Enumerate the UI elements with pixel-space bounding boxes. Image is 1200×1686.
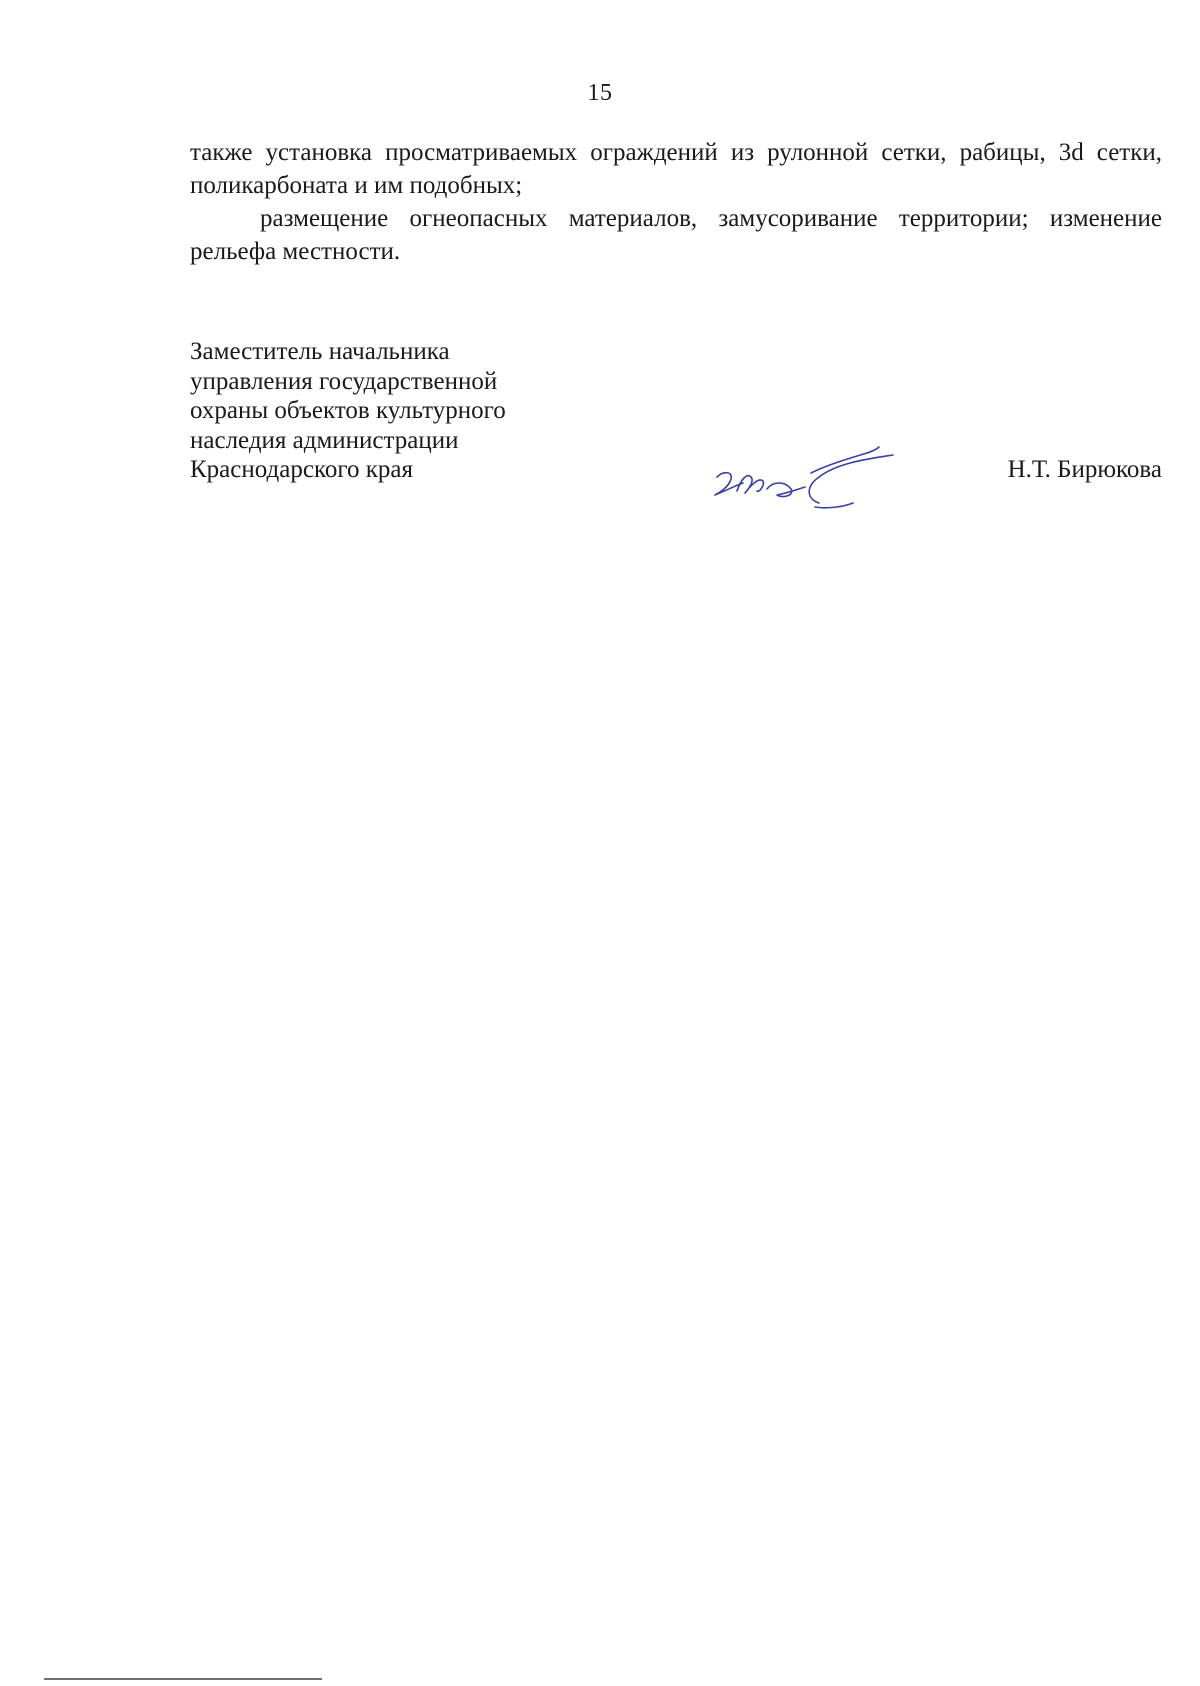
signatory-title-line: Заместитель начальника — [190, 338, 450, 365]
body-text — [190, 136, 1162, 268]
paragraph-fences: также установка просматриваемых ограждений из рулонной сетки, рабицы, 3d сетки, поликарбоната и им подобных; — [190, 139, 1162, 199]
footer-rule — [44, 1678, 322, 1680]
signatory-title-line: управления государственной — [190, 367, 498, 395]
signature-block — [190, 337, 1162, 485]
handwritten-signature — [707, 433, 907, 513]
signatory-title-line: Краснодарского края — [190, 456, 413, 483]
signatory-name: Н.Т. Бирюкова — [1007, 456, 1162, 483]
signatory-title-line: охраны объектов культурного — [190, 397, 506, 424]
paragraph-materials: размещение огнеопасных материалов, замусоривание территории; изменение рельефа местности. — [190, 205, 1162, 265]
page-number: 15 — [587, 80, 613, 106]
signatory-title-line: наследия администрации — [190, 426, 459, 454]
